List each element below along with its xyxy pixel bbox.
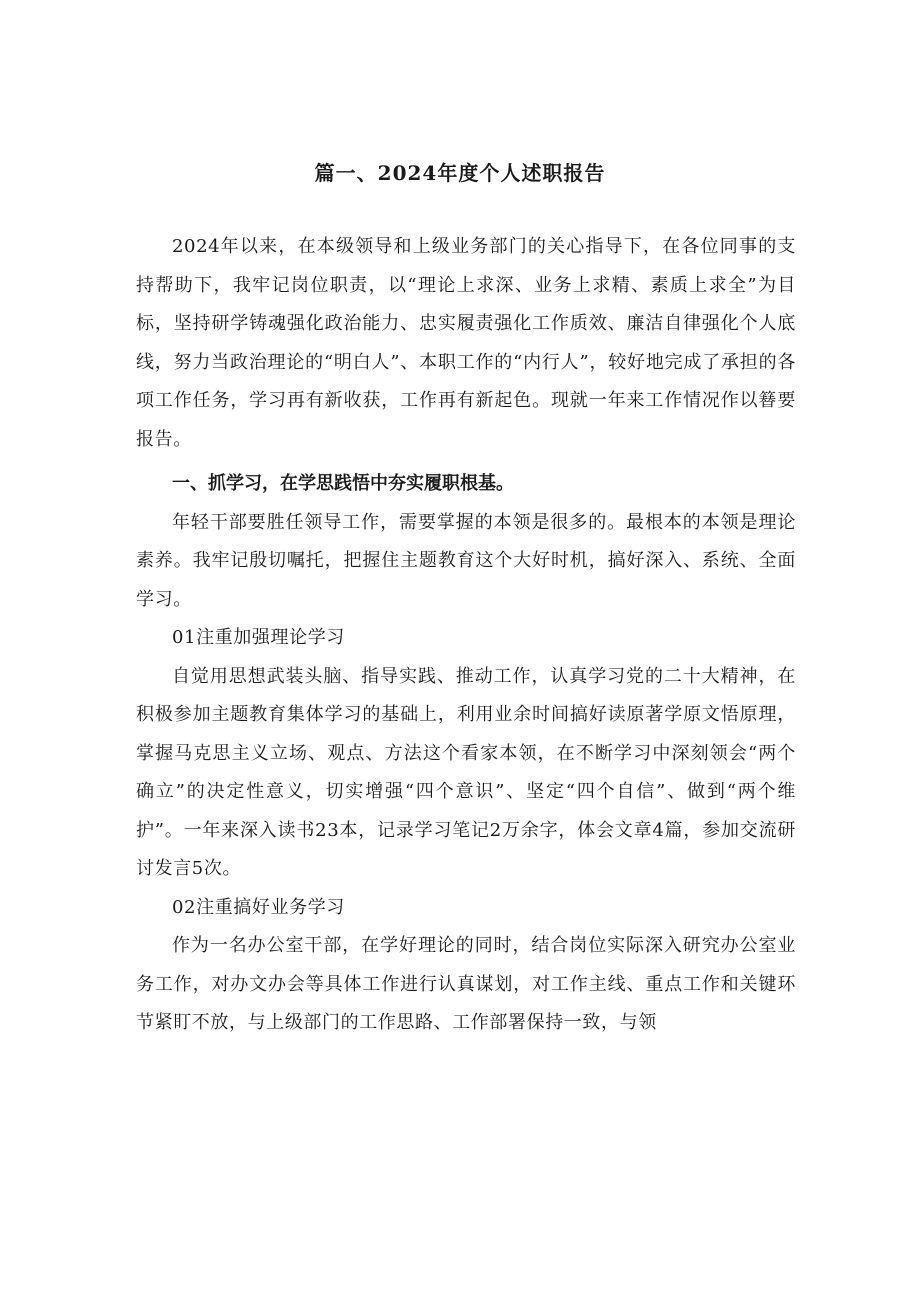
document-body: [136, 228, 796, 1043]
subsection-heading-02: 02注重搞好业务学习: [172, 896, 345, 918]
document-title: 篇一、2024年度个人述职报告: [314, 161, 606, 185]
section-heading: 一、抓学习，在学思践悟中夯实履职根基。: [172, 473, 514, 494]
intro-paragraph: 2024年以来，在本级领导和上级业务部门的关心指导下，在各位同事的支持帮助下，我牢记岗位职责，以“理论上求深、业务上求精、素质上求全”为目标，坚持研学铸魂强化政治能力、忠实履责强化工作质效、廉洁自律强化个人底线，努力当政治理论的“明白人”、本职工作的“内行人”，较好地完成了承担的各项工作任务，学习再有新收获，工作再有新起色。现就一年来工作情况作以簮要报告。: [136, 236, 796, 450]
subsection-paragraph-01: 自觉用思想武装头脑、指导实践、推动工作，认真学习党的二十大精神，在积极参加主题教育集体学习的基础上，利用业余时间搞好读原著学原文悟原理，掌握马克思主义立场、观点、方法这个看家本领，在不断学习中深刻领会“两个确立”的决定性意义，切实增强“四个意识”、坚定“四个自信”、做到“两个维护”。一年来深入读书23本，记录学习笔记2万余字，体会文章4篇，参加交流研讨发言5次。: [136, 665, 796, 879]
subsection-heading-01: 01注重加强理论学习: [172, 627, 345, 648]
subsection-paragraph-02: 作为一名办公室干部，在学好理论的同时，结合岗位实际深入研究办公室业务工作，对办文办会等具体工作进行认真谋划，对工作主线、重点工作和关键环节紧盯不放，与上级部门的工作思路、工作部署保持一致，与领: [136, 935, 796, 1033]
section-paragraph: 年轻干部要胜任领导工作，需要掌握的本领是很多的。最根本的本领是理论素养。我牢记殷切嘱托，把握住主题教育这个大好时机，搞好深入、系统、全面学习。: [136, 511, 796, 610]
